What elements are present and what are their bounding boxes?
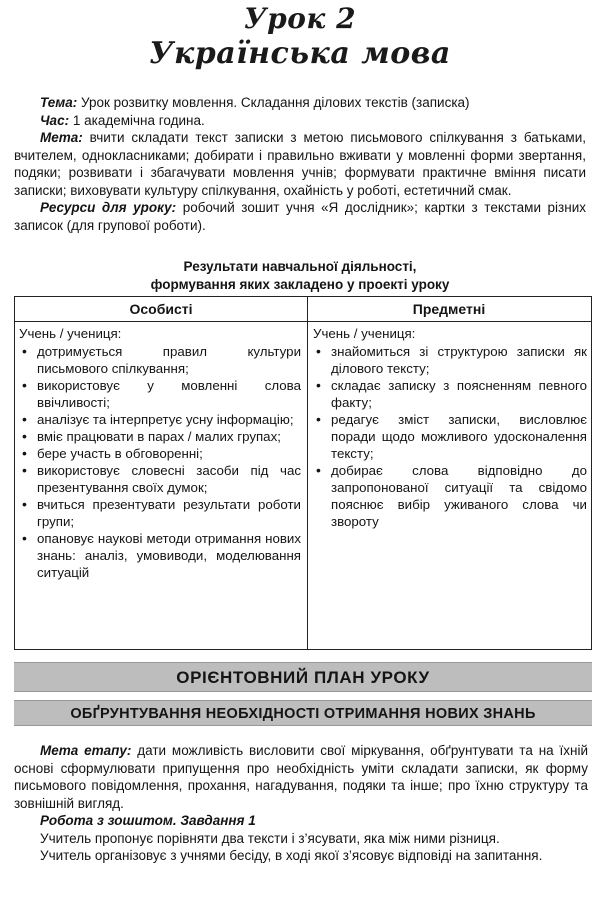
list-item: • бере участь в обговоренні; <box>19 445 301 462</box>
stage-goal-label: Мета етапу: <box>40 743 132 758</box>
personal-list <box>19 343 301 581</box>
subject-intro: Учень / учениця: <box>313 326 416 341</box>
section-banner: ОБҐРУНТУВАННЯ НЕОБХІДНОСТІ ОТРИМАННЯ НОВИХ ЗНАНЬ <box>14 700 592 726</box>
goal-line <box>14 129 586 199</box>
column-divider <box>307 321 308 649</box>
subject-column-header: Предметні <box>307 297 591 322</box>
lesson-number: Урок 2 <box>243 2 357 35</box>
subject-title: Українська мова <box>149 36 451 71</box>
stage-goal-line <box>14 742 588 812</box>
stage-paragraph-1: Учитель пропонує порівняти два тексти і з’ясувати, яка між ними різниця. <box>40 830 500 846</box>
topic-text: Урок розвитку мовлення. Складання ділових текстів (записка) <box>81 95 470 110</box>
subject-list <box>313 343 587 530</box>
list-item: • аналізує та інтерпретує усну інформацію; <box>19 411 301 428</box>
stage-goal-text: дати можливість висловити свої міркування, обґрунтувати та на їхній основі сформулювати припущення про необхідність уміти складати записки, як форму письмового повідомлення, прохання, нагадування, подяки та інше; про їхню структуру та зовнішній вигляд. <box>14 743 588 811</box>
resources-line <box>14 199 586 234</box>
time-line <box>14 112 586 130</box>
list-item: • опановує наукові методи отримання нових знань: аналіз, умовиводи, моделювання ситуацій <box>19 530 301 581</box>
time-text: 1 академічна година. <box>72 112 205 128</box>
lesson-meta <box>14 94 586 234</box>
list-item: • знайомиться зі структурою записки як ділового тексту; <box>313 343 587 377</box>
results-table <box>14 296 592 650</box>
list-item: • редагує зміст записки, висловлює поради щодо можливого удосконалення тексту; <box>313 411 587 462</box>
task-label: Робота з зошитом. Завдання 1 <box>40 813 256 828</box>
results-title-line-2: формування яких закладено у проекті уроку <box>150 277 450 292</box>
list-item: • добирає слова відповідно до запропонованої ситуації та свідомо пояснює вибір уживаного слова чи звороту <box>313 462 587 530</box>
personal-column-header: Особисті <box>15 297 308 322</box>
resources-label: Ресурси для уроку: <box>40 200 177 215</box>
topic-label: Тема: <box>40 95 78 110</box>
list-item: • складає записку з поясненням певного факту; <box>313 377 587 411</box>
list-item: • вміє працювати в парах / малих групах; <box>19 428 301 445</box>
goal-text: вчити складати текст записки з метою письмового спілкування з батьками, вчителем, однокласниками; добирати і правильно вживати у мовленні форми звертання, подяки; розвивати і збагачувати мовлення учнів; формувати практичне вміння писати записки; виховувати культуру спілкування, охайність у роботі, естетичний смак. <box>14 130 586 198</box>
list-item: • використовує словесні засоби під час презентування своїх думок; <box>19 462 301 496</box>
results-title-line-1: Результати навчальної діяльності, <box>183 259 417 274</box>
list-item: • використовує у мовленні слова ввічливості; <box>19 377 301 411</box>
task-line <box>14 812 588 830</box>
personal-column <box>19 325 301 581</box>
results-title <box>0 258 600 294</box>
goal-label: Мета: <box>40 130 83 145</box>
subject-column <box>313 325 587 530</box>
time-label: Час: <box>40 112 70 128</box>
stage-block <box>14 742 588 865</box>
plan-banner: ОРІЄНТОВНИЙ ПЛАН УРОКУ <box>14 662 592 692</box>
resources-text: робочий зошит учня «Я дослідник»; картки з текстами різних записок (для групової роботи). <box>14 200 586 233</box>
list-item: • дотримується правил культури письмового спілкування; <box>19 343 301 377</box>
list-item: • вчиться презентувати результати роботи групи; <box>19 496 301 530</box>
personal-intro: Учень / учениця: <box>19 326 122 341</box>
stage-paragraph-2: Учитель організовує з учнями бесіду, в ході якої з’ясовує відповіді на запитання. <box>40 848 543 863</box>
topic-line <box>14 94 586 112</box>
